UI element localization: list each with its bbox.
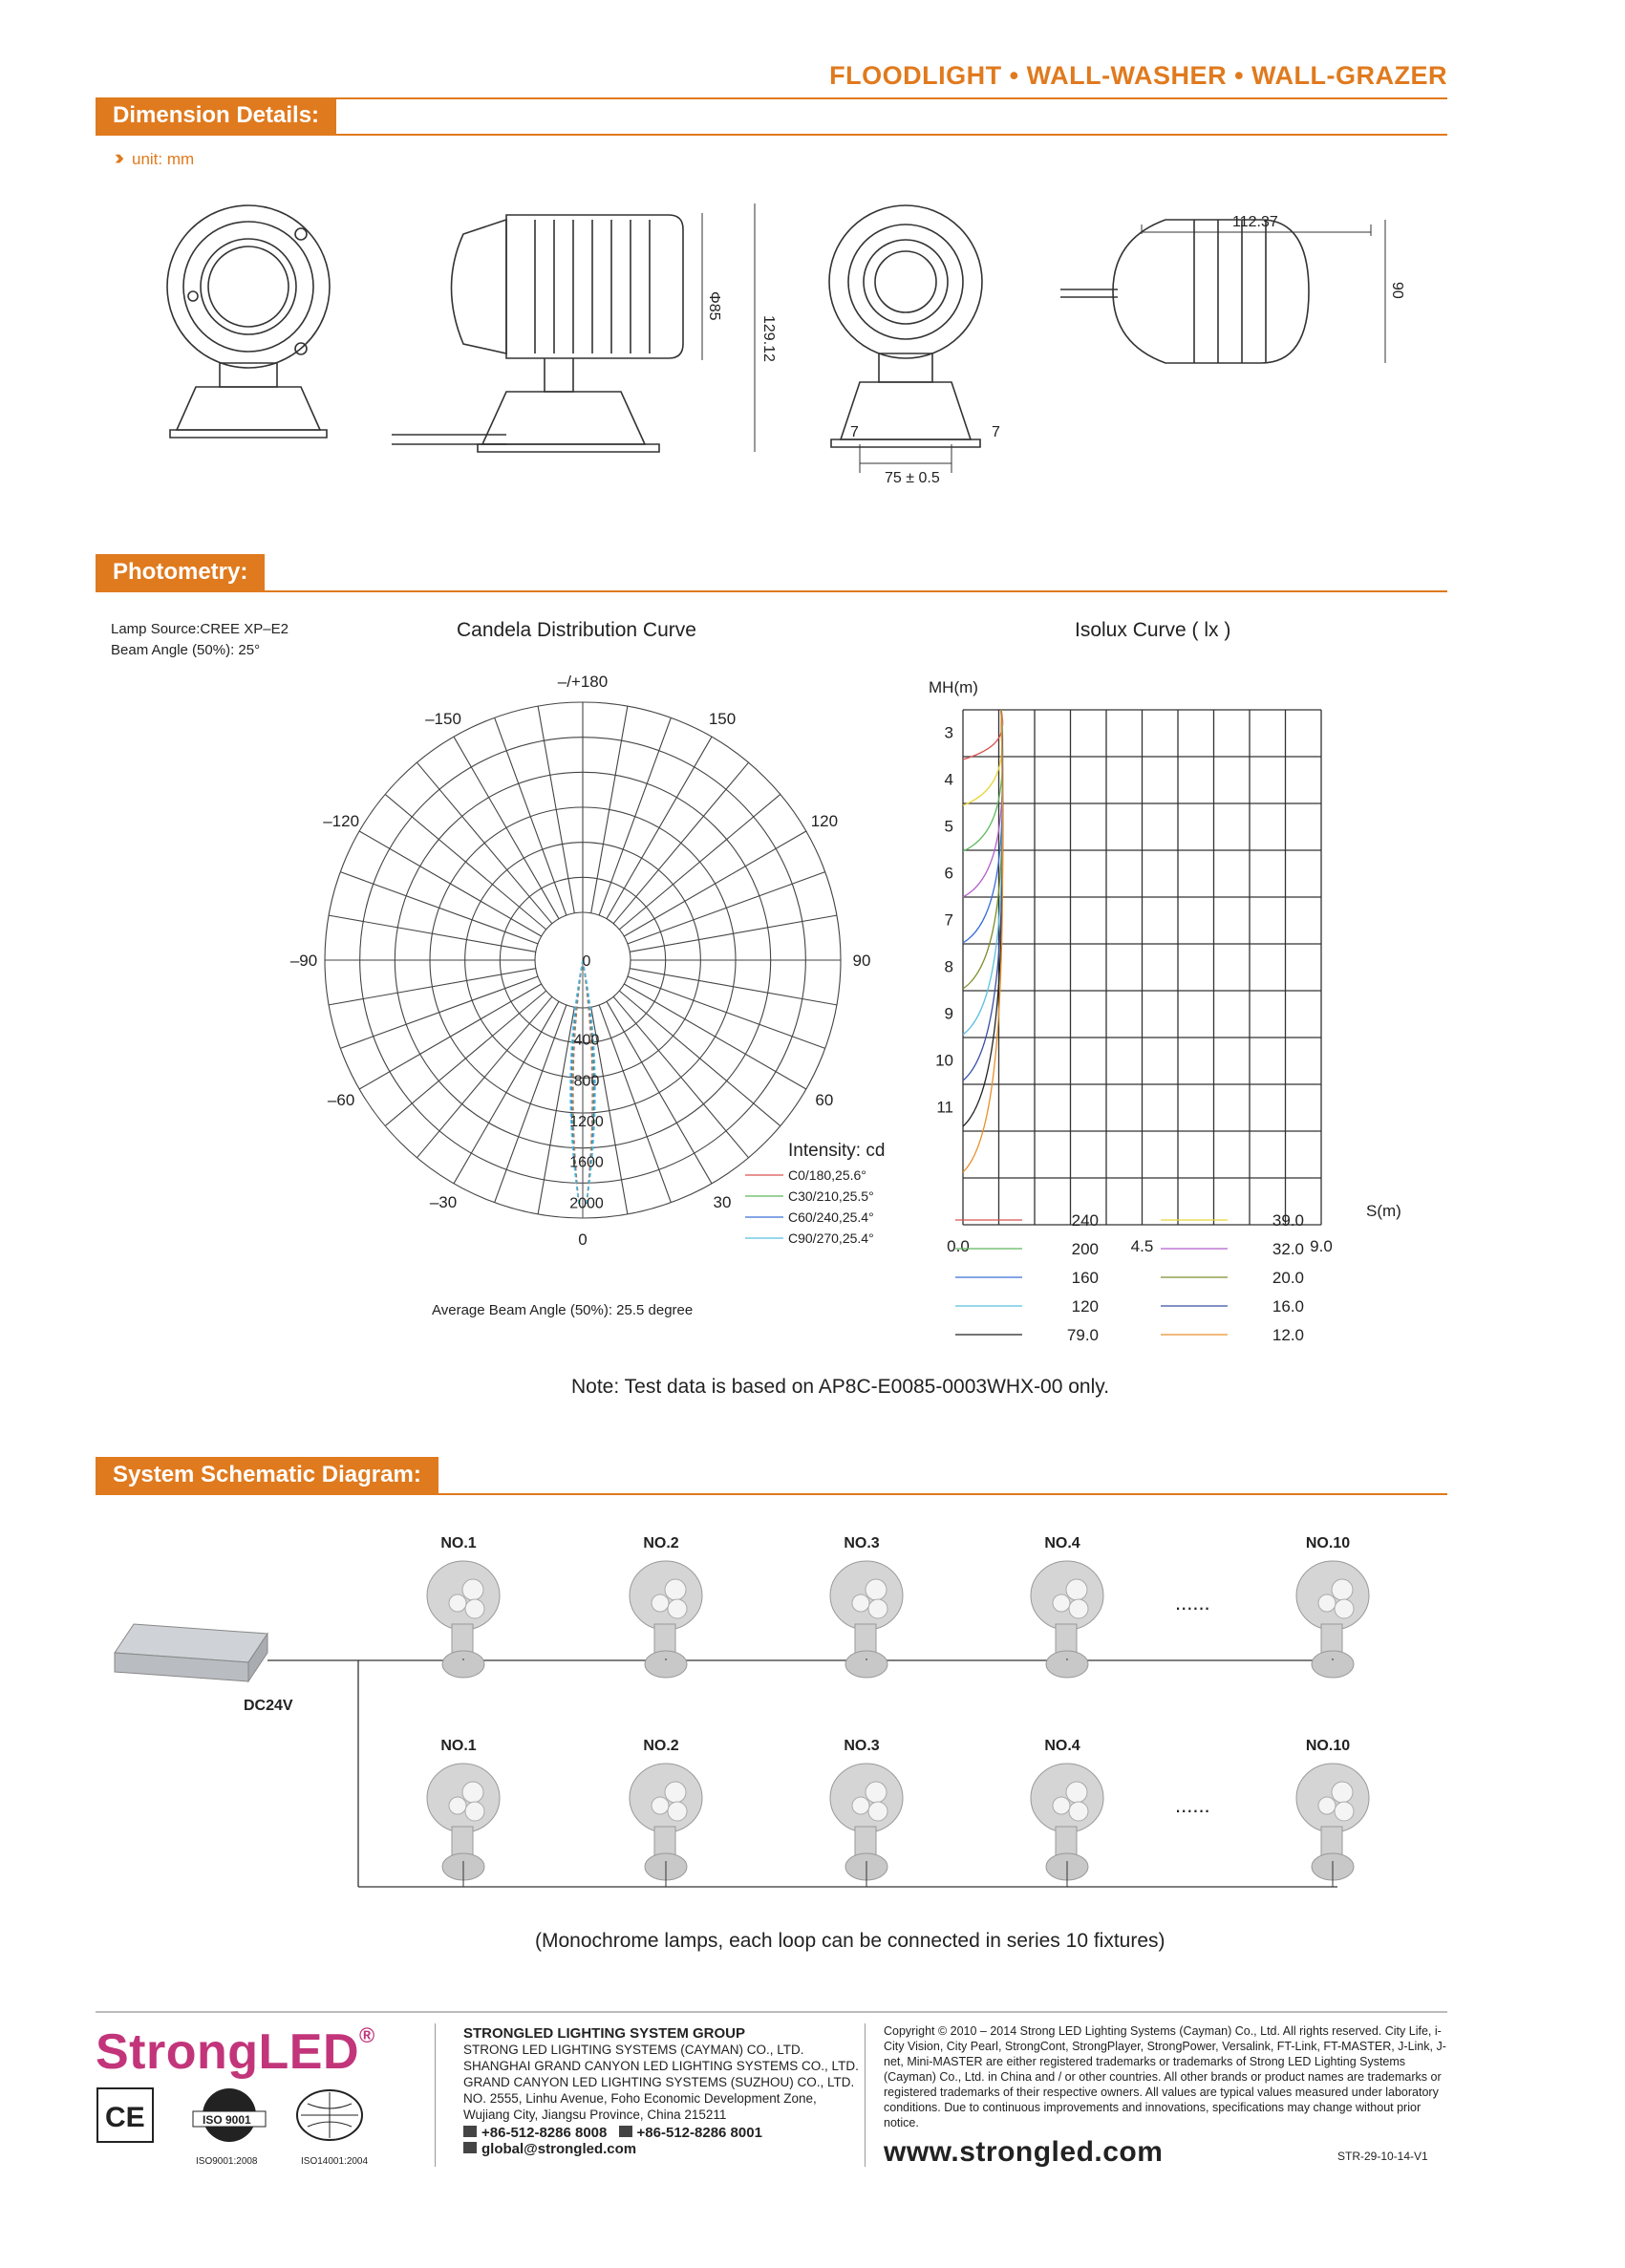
fax-icon xyxy=(619,2126,632,2137)
polar-legend-label: C30/210,25.5° xyxy=(788,1188,874,1204)
dim-phi85: Φ85 xyxy=(706,291,722,321)
isolux-x-tick: 4.5 xyxy=(1130,1237,1154,1255)
polar-radial-label: 1200 xyxy=(569,1114,604,1131)
isolux-y-tick: 7 xyxy=(944,910,953,930)
polar-spoke xyxy=(607,1001,712,1184)
chevron-right-icon: ››› xyxy=(115,145,118,169)
lamp-number-label: NO.2 xyxy=(643,1535,679,1551)
isolux-legend-label: 16.0 xyxy=(1272,1297,1304,1316)
logo-registered: ® xyxy=(359,2023,375,2047)
candela-polar-chart xyxy=(289,673,908,1266)
lamp-number-label: NO.3 xyxy=(844,1535,880,1551)
footer-divider xyxy=(435,2023,436,2167)
lamp-number-label: NO.1 xyxy=(440,1738,477,1754)
polar-spoke xyxy=(340,872,538,944)
intensity-title: Intensity: cd xyxy=(788,1141,886,1161)
polar-spoke xyxy=(359,984,542,1089)
polar-spoke xyxy=(454,737,559,919)
dim-base-75: 75 ± 0.5 xyxy=(885,470,940,486)
footer-rule xyxy=(96,2011,1447,2013)
polar-legend-label: C60/240,25.4° xyxy=(788,1209,874,1225)
section-rule xyxy=(96,590,1447,592)
section-rule xyxy=(96,134,1447,136)
isolux-curve-series xyxy=(963,710,1003,851)
polar-angle-label: –60 xyxy=(327,1091,355,1109)
polar-spoke xyxy=(624,831,806,936)
polar-spoke xyxy=(624,984,806,1089)
polar-spoke xyxy=(385,991,546,1125)
lamp-number-label: NO.1 xyxy=(440,1535,477,1551)
company-info xyxy=(463,2025,865,2157)
contact-phones xyxy=(463,2125,865,2141)
isolux-legend-label: 79.0 xyxy=(1066,1326,1099,1344)
polar-spoke xyxy=(359,831,542,936)
page-header xyxy=(96,57,1447,99)
isolux-legend-label: 32.0 xyxy=(1272,1240,1304,1258)
isolux-y-tick: 5 xyxy=(944,817,953,836)
phone-icon xyxy=(463,2126,477,2137)
polar-spoke xyxy=(628,872,825,944)
company-3: GRAND CANYON LED LIGHTING SYSTEMS (SUZHOU) CO., LTD. xyxy=(463,2075,855,2089)
copyright-text: Copyright © 2010 – 2014 Strong LED Lighting Systems (Cayman) Co., Ltd. All rights reserved. City Life, i-City Vision, City Pearl, StrongCont, StrongPlayer, StrongPower, Versalink, FT-Link, FT-MASTER, J-Link, J-net, Mini-MASTER are either registered trademarks or trademarks of Strong LED Lighting Systems (Cayman) Co., Ltd. in China and / or other countries. All other brands or product names are trademarks or registered trademarks of their respective owners. All values are typical values measured under laboratory conditions. Due to continuous improvements and innovations, specifications may change without prior notice. xyxy=(884,2024,1446,2129)
isolux-curve-series xyxy=(963,710,1003,760)
group-name: STRONGLED LIGHTING SYSTEM GROUP xyxy=(463,2025,746,2042)
isolux-y-tick: 3 xyxy=(944,723,953,742)
isolux-y-tick: 8 xyxy=(944,957,953,976)
polar-spoke xyxy=(613,996,748,1158)
address-line-1: NO. 2555, Linhu Avenue, Foho Economic Development Zone, xyxy=(463,2091,817,2106)
section-rule xyxy=(96,1493,1447,1495)
isolux-legend-label: 200 xyxy=(1071,1240,1099,1258)
avg-beam-angle: Average Beam Angle (50%): 25.5 degree xyxy=(432,1302,694,1318)
isolux-y-tick: 11 xyxy=(936,1098,953,1117)
ce-mark-icon: CE xyxy=(105,2102,145,2133)
top-view-drawing xyxy=(1060,220,1385,363)
polar-radial-label: 800 xyxy=(573,1073,600,1090)
email-icon xyxy=(463,2142,477,2153)
polar-angle-label: 0 xyxy=(578,1230,588,1249)
company-1: STRONG LED LIGHTING SYSTEMS (CAYMAN) CO., LTD. xyxy=(463,2043,804,2057)
polar-spoke xyxy=(619,991,780,1125)
polar-angle-label: 90 xyxy=(852,952,871,970)
isolux-y-tick: 4 xyxy=(944,770,953,789)
polar-angle-label: 30 xyxy=(713,1192,732,1211)
isolux-curve-series xyxy=(963,710,1003,1126)
doc-code: STR-29-10-14-V1 xyxy=(1337,2150,1428,2163)
polar-radial-label: 0 xyxy=(582,953,591,970)
dim-seven-right: 7 xyxy=(992,424,1000,440)
polar-spoke xyxy=(340,976,538,1048)
polar-radial-label: 2000 xyxy=(569,1195,604,1212)
section-schematic xyxy=(96,1457,1447,1495)
contact-email xyxy=(463,2141,865,2157)
polar-spoke xyxy=(385,794,546,929)
section-title-schematic: System Schematic Diagram: xyxy=(96,1457,438,1493)
email-address[interactable]: global@strongled.com xyxy=(481,2141,637,2157)
isolux-legend-label: 120 xyxy=(1071,1297,1099,1316)
isolux-title: Isolux Curve ( lx ) xyxy=(1075,619,1231,641)
polar-spoke xyxy=(599,717,671,915)
isolux-curve-series xyxy=(963,710,1003,1081)
lamp-ellipsis: ...... xyxy=(1175,1793,1210,1817)
polar-radial-label: 400 xyxy=(573,1032,600,1049)
polar-angle-label: 150 xyxy=(708,710,737,729)
polar-spoke xyxy=(417,996,551,1158)
lamp-number-label: NO.10 xyxy=(1305,1738,1351,1754)
test-note: Note: Test data is based on AP8C-E0085-0003WHX-00 only. xyxy=(571,1376,1110,1398)
isolux-legend-label: 39.0 xyxy=(1272,1211,1304,1230)
polar-angle-label: 60 xyxy=(815,1091,834,1109)
polar-angle-label: –/+180 xyxy=(557,673,609,691)
lamp-number-label: NO.2 xyxy=(643,1738,679,1754)
lamp-number-label: NO.3 xyxy=(844,1738,880,1754)
candela-title: Candela Distribution Curve xyxy=(457,619,696,641)
isolux-x-title: S(m) xyxy=(1366,1202,1401,1220)
lamp-source: Lamp Source:CREE XP–E2 xyxy=(111,621,289,637)
power-label: DC24V xyxy=(244,1698,293,1714)
address-line-2: Wujiang City, Jiangsu Province, China 215211 xyxy=(463,2108,727,2122)
fax-number: +86-512-8286 8001 xyxy=(636,2125,762,2141)
website-link[interactable]: www.strongled.com xyxy=(884,2136,1164,2168)
section-dimension xyxy=(96,97,1447,136)
isolux-legend-label: 20.0 xyxy=(1272,1269,1304,1287)
polar-spoke xyxy=(599,1005,671,1203)
dim-width-112: 112.37 xyxy=(1232,214,1278,230)
section-title-photometry: Photometry: xyxy=(96,554,265,590)
iso9001-badge-text: ISO 9001 xyxy=(203,2113,251,2127)
iso9001-badge-icon xyxy=(193,2088,266,2142)
schematic-caption: (Monochrome lamps, each loop can be connected in series 10 fixtures) xyxy=(535,1930,1165,1952)
company-2: SHANGHAI GRAND CANYON LED LIGHTING SYSTEMS CO., LTD. xyxy=(463,2059,859,2073)
isolux-y-tick: 6 xyxy=(944,864,953,883)
polar-spoke xyxy=(417,762,551,924)
polar-angle-label: –90 xyxy=(289,952,318,970)
unit-label xyxy=(115,145,194,170)
dim-height-90: 90 xyxy=(1389,282,1405,299)
lamp-number-label: NO.10 xyxy=(1305,1535,1351,1551)
cert-logos xyxy=(96,2083,382,2169)
polar-angle-label: –120 xyxy=(323,812,360,830)
isolux-y-title: MH(m) xyxy=(929,678,978,696)
schematic-diagram xyxy=(96,1519,1447,1949)
isolux-legend-label: 160 xyxy=(1071,1269,1099,1287)
polar-legend-label: C90/270,25.4° xyxy=(788,1230,874,1246)
polar-spoke xyxy=(454,1001,559,1184)
front-view-drawing xyxy=(167,205,330,438)
unit-text: unit: mm xyxy=(131,150,195,168)
isolux-legend-label: 240 xyxy=(1071,1211,1099,1230)
side-view-drawing xyxy=(392,203,755,452)
isolux-y-tick: 9 xyxy=(944,1004,953,1023)
tel-number: +86-512-8286 8008 xyxy=(481,2125,608,2141)
lamp-number-label: NO.4 xyxy=(1044,1535,1080,1551)
logo-text: StrongLED xyxy=(96,2024,360,2080)
polar-legend-label: C0/180,25.6° xyxy=(788,1167,866,1183)
polar-angle-label: –150 xyxy=(425,710,461,729)
polar-spoke xyxy=(628,976,825,1048)
brand-logo xyxy=(96,2023,375,2081)
section-photometry xyxy=(96,554,1447,592)
lamp-ellipsis: ...... xyxy=(1175,1591,1210,1615)
polar-spoke xyxy=(619,794,780,929)
polar-angle-label: –30 xyxy=(429,1192,458,1211)
dim-height-129: 129.12 xyxy=(760,315,777,362)
lamp-number-label: NO.4 xyxy=(1044,1738,1080,1754)
iso9001-caption: ISO9001:2008 xyxy=(196,2156,258,2167)
section-title-dimension: Dimension Details: xyxy=(96,97,336,134)
isolux-chart xyxy=(917,674,1423,1361)
polar-radial-label: 1600 xyxy=(569,1154,604,1171)
iso14001-badge-icon xyxy=(297,2090,362,2140)
isolux-x-tick: 0.0 xyxy=(947,1237,970,1255)
polar-angle-label: 120 xyxy=(810,812,839,830)
polar-spoke xyxy=(495,717,567,915)
polar-spoke xyxy=(495,1005,567,1203)
polar-spoke xyxy=(613,762,748,924)
isolux-y-tick: 10 xyxy=(935,1051,953,1070)
footer-divider xyxy=(865,2023,866,2167)
beam-angle: Beam Angle (50%): 25° xyxy=(111,642,261,658)
dimension-drawings xyxy=(96,177,1447,506)
page-title: FLOODLIGHT • WALL-WASHER • WALL-GRAZER xyxy=(829,61,1447,90)
isolux-x-tick: 9.0 xyxy=(1310,1237,1333,1255)
lamp-info xyxy=(111,619,289,661)
polar-spoke xyxy=(607,737,712,919)
dim-seven-left: 7 xyxy=(850,424,859,440)
isolux-legend-label: 12.0 xyxy=(1272,1326,1304,1344)
iso14001-caption: ISO14001:2004 xyxy=(301,2156,369,2167)
power-supply-icon xyxy=(115,1624,267,1681)
